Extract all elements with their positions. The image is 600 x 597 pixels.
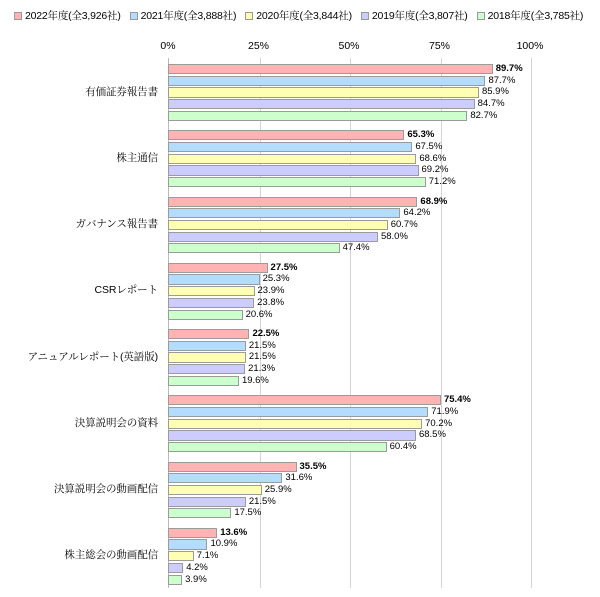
bar-row [168, 310, 600, 320]
bar-row [168, 539, 600, 549]
bar [168, 154, 416, 164]
bar [168, 298, 254, 308]
bar-row [168, 419, 600, 429]
category-label: 決算説明会の動画配信 [54, 483, 158, 496]
legend-label: 2020年度(全3,844社) [256, 10, 352, 22]
bar-row [168, 462, 600, 472]
bar-value-label: 60.7% [390, 218, 418, 230]
bar-value-label: 75.4% [443, 394, 471, 406]
bar [168, 310, 243, 320]
x-tick-label: 25% [247, 40, 270, 52]
bar-row [168, 407, 600, 417]
category-label: 決算説明会の資料 [74, 416, 158, 429]
bar-row [168, 243, 600, 253]
bar [168, 364, 245, 374]
bar [168, 539, 207, 549]
bar-value-label: 23.9% [257, 285, 285, 297]
bar-row [168, 485, 600, 495]
bar [168, 274, 260, 284]
bar-value-label: 69.2% [421, 164, 449, 176]
legend-label: 2022年度(全3,926社) [25, 10, 121, 22]
category-label: アニュアルレポート(英語版) [27, 350, 158, 363]
bar-group [0, 58, 600, 124]
bar [168, 76, 485, 86]
bars [168, 389, 600, 455]
bar-row [168, 364, 600, 374]
bar-row [168, 395, 600, 405]
legend-label: 2021年度(全3,888社) [140, 10, 237, 22]
bar-value-label: 65.3% [407, 129, 435, 141]
bar [168, 419, 422, 429]
bar-row [168, 154, 600, 164]
bar-value-label: 68.6% [419, 152, 447, 164]
bars [168, 124, 600, 190]
legend-item [245, 8, 352, 23]
bar-groups [0, 58, 600, 588]
bar-row [168, 551, 600, 561]
bar [168, 243, 340, 253]
bar-row [168, 274, 600, 284]
bar [168, 130, 404, 140]
category-label: 株主総会の動画配信 [64, 549, 158, 562]
bar-row [168, 232, 600, 242]
category-label: ガバナンス報告書 [75, 218, 158, 231]
bar-row [168, 130, 600, 140]
bar-value-label: 85.9% [481, 86, 509, 98]
bar [168, 551, 194, 561]
category-label: 有価証券報告書 [85, 85, 158, 98]
x-tick-label: 100% [516, 40, 544, 52]
chart-legend [14, 8, 589, 23]
legend-item [14, 8, 121, 23]
bar-value-label: 87.7% [488, 74, 516, 86]
bars [168, 58, 600, 124]
bar-value-label: 22.5% [252, 328, 280, 339]
bar [168, 286, 255, 296]
bar-value-label: 20.6% [245, 308, 273, 320]
bar-value-label: 4.2% [186, 561, 208, 573]
bar-value-label: 10.9% [210, 538, 238, 550]
bar [168, 208, 400, 218]
bar [168, 508, 231, 518]
bar [168, 430, 416, 440]
legend-label: 2018年度(全3,785社) [487, 10, 584, 22]
bar [168, 142, 412, 152]
bar [168, 407, 428, 417]
bar-row [168, 563, 600, 573]
category-label: 株主通信 [116, 151, 158, 164]
bar-group [0, 522, 600, 588]
bar-group [0, 323, 600, 389]
bar-row [168, 497, 600, 507]
bar-value-label: 84.7% [477, 98, 505, 110]
bar-value-label: 71.2% [428, 176, 456, 187]
bar-row [168, 197, 600, 207]
bar-value-label: 71.9% [431, 405, 459, 417]
bar [168, 341, 246, 351]
bar [168, 197, 417, 207]
bars [168, 522, 600, 588]
bar-row [168, 508, 600, 518]
bar-row [168, 87, 600, 97]
plot-area [0, 30, 600, 590]
x-tick-label: 50% [338, 40, 360, 52]
legend-item [130, 8, 237, 23]
x-tick-label: 0% [160, 40, 176, 52]
bar-value-label: 68.9% [420, 195, 448, 207]
bar [168, 352, 246, 362]
bar [168, 462, 297, 472]
bar-value-label: 21.5% [248, 339, 276, 351]
bar-group [0, 191, 600, 257]
bar-value-label: 23.8% [257, 296, 285, 308]
bar-value-label: 58.0% [380, 230, 408, 242]
bar [168, 87, 479, 97]
bar [168, 442, 387, 452]
legend-swatch-icon [130, 12, 138, 20]
bar [168, 329, 249, 339]
bar-value-label: 17.5% [234, 507, 262, 519]
bar-row [168, 111, 600, 121]
bar-group [0, 257, 600, 323]
bar [168, 497, 246, 507]
legend-swatch-icon [361, 12, 369, 20]
bar-value-label: 60.4% [389, 441, 417, 452]
bar-row [168, 286, 600, 296]
bar-value-label: 13.6% [220, 526, 248, 538]
bars [168, 257, 600, 323]
bar-row [168, 177, 600, 187]
bar-row [168, 99, 600, 109]
bar-row [168, 263, 600, 273]
bar-value-label: 7.1% [196, 550, 219, 562]
bar-row [168, 298, 600, 308]
bar-row [168, 329, 600, 339]
bar [168, 563, 183, 573]
bar-value-label: 21.5% [248, 495, 276, 507]
bar-row [168, 376, 600, 386]
bar-value-label: 89.7% [495, 63, 523, 74]
bar-row [168, 165, 600, 175]
bar-group [0, 456, 600, 522]
bar [168, 263, 268, 273]
legend-swatch-icon [477, 12, 485, 20]
bar-row [168, 208, 600, 218]
bar-row [168, 220, 600, 230]
bar-value-label: 21.3% [248, 363, 276, 375]
bars [168, 323, 600, 389]
legend-swatch-icon [14, 12, 22, 20]
bar-row [168, 528, 600, 538]
bar-value-label: 82.7% [470, 109, 498, 121]
bar-row [168, 473, 600, 483]
bar [168, 395, 441, 405]
bar-row [168, 352, 600, 362]
bar-row [168, 142, 600, 152]
bar-value-label: 64.2% [403, 207, 431, 219]
bar [168, 473, 282, 483]
bar-row [168, 76, 600, 86]
bar-row [168, 575, 600, 585]
bar-value-label: 70.2% [425, 417, 453, 429]
bar [168, 232, 378, 242]
bar-value-label: 35.5% [299, 460, 327, 472]
bar [168, 177, 426, 187]
legend-item [477, 8, 584, 23]
bar [168, 64, 493, 74]
bar-group [0, 124, 600, 190]
bar [168, 111, 467, 121]
legend-item [361, 8, 468, 23]
bar [168, 575, 182, 585]
bar [168, 99, 475, 109]
bar-value-label: 68.5% [418, 429, 446, 441]
bar-row [168, 430, 600, 440]
bar-value-label: 25.3% [262, 273, 290, 285]
bar [168, 376, 239, 386]
bars [168, 191, 600, 257]
bar-row [168, 64, 600, 74]
bar [168, 220, 388, 230]
bar-row [168, 341, 600, 351]
x-tick-label: 75% [428, 40, 451, 52]
x-axis-tick-labels [160, 40, 544, 58]
bar-value-label: 21.5% [248, 351, 276, 363]
bar-value-label: 47.4% [342, 242, 370, 254]
bar [168, 165, 419, 175]
category-label: CSRレポート [94, 284, 158, 297]
bar-group [0, 389, 600, 455]
bar [168, 485, 262, 495]
bar-value-label: 19.6% [241, 374, 269, 386]
legend-label: 2019年度(全3,807社) [371, 10, 468, 22]
bar-value-label: 3.9% [185, 573, 207, 585]
bar-value-label: 67.5% [415, 140, 443, 152]
legend-swatch-icon [245, 12, 253, 20]
bar-value-label: 25.9% [264, 483, 292, 495]
bar-value-label: 27.5% [270, 261, 298, 273]
bar [168, 528, 217, 538]
bar-row [168, 442, 600, 452]
bar-value-label: 31.6% [285, 472, 313, 484]
bars [168, 456, 600, 522]
